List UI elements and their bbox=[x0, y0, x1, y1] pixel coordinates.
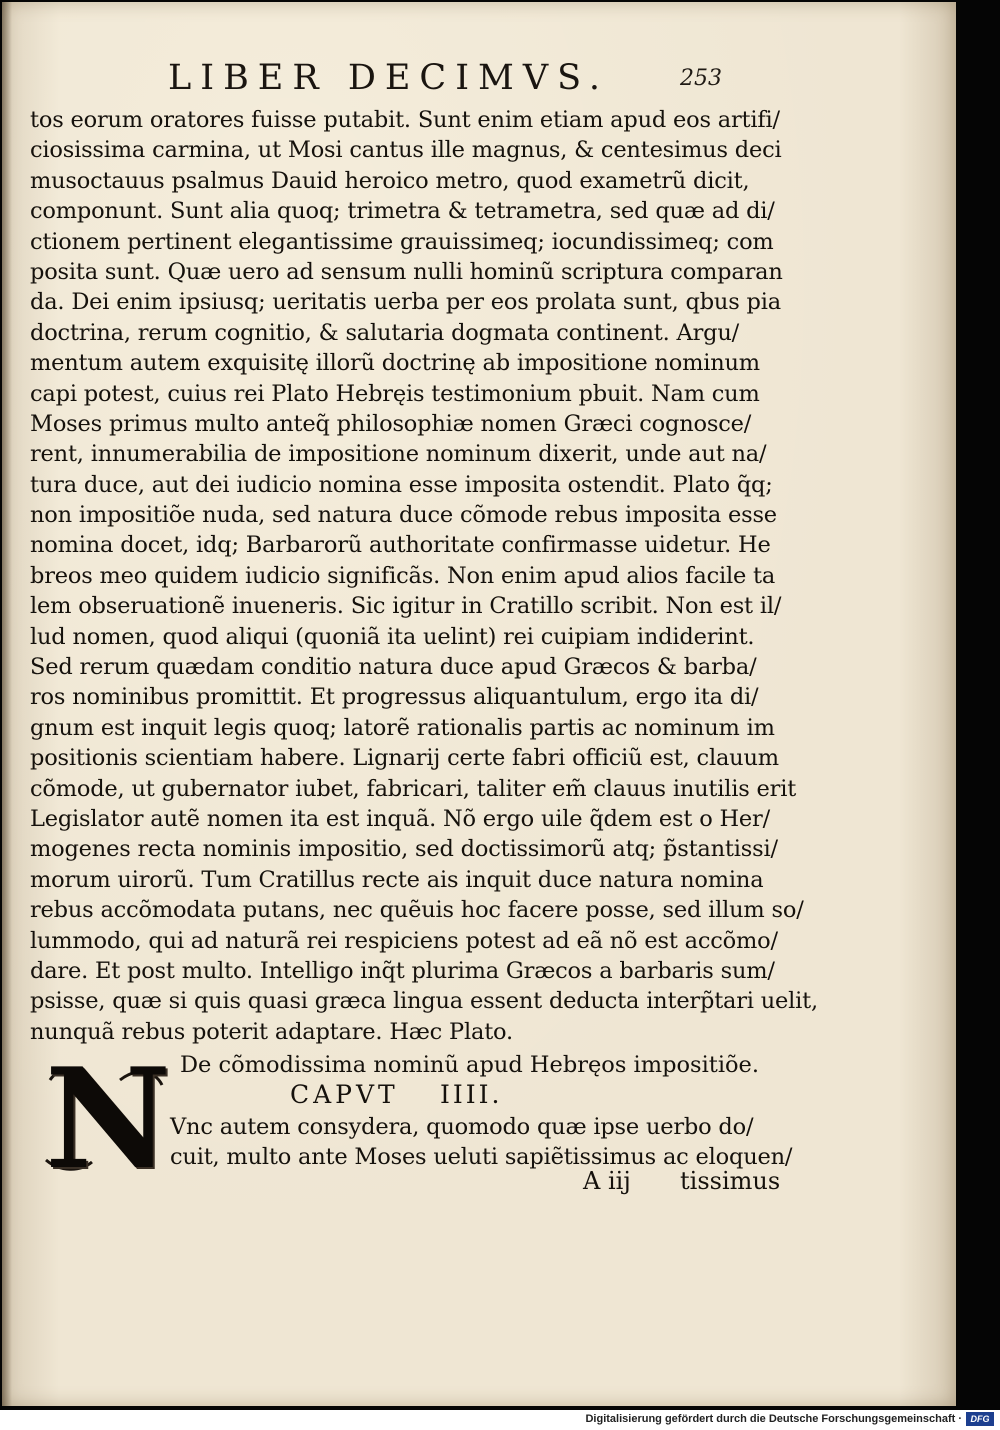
text-line: ciosissima carmina, ut Mosi cantus ille magnus, & centesimus deci bbox=[30, 137, 782, 164]
text-line: mogenes recta nominis impositio, sed doctissimorũ atq; p̃stantissi/ bbox=[30, 836, 778, 863]
text-line: rent, innumerabilia de impositione nominum dixerit, unde aut na/ bbox=[30, 441, 767, 468]
text-line: gnum est inquit legis quoq; latorẽ rationalis partis ac nominum im bbox=[30, 714, 775, 741]
chapter-text bbox=[170, 1112, 793, 1173]
folio-number: 253 bbox=[680, 66, 722, 91]
text-line: Sed rerum quædam conditio natura duce apud Græcos & barba/ bbox=[30, 654, 757, 681]
text-line: doctrina, rerum cognitio, & salutaria dogmata continent. Argu/ bbox=[30, 319, 739, 346]
chapter-title: De cõmodissima nominũ apud Hebręos impositiõe. bbox=[180, 1052, 760, 1078]
chapter-label: CAPVT bbox=[290, 1080, 399, 1109]
text-line: non impositiõe nuda, sed natura duce cõmode rebus imposita esse bbox=[30, 502, 777, 529]
text-line: nunquã rebus poterit adaptare. Hæc Plato. bbox=[30, 1018, 513, 1045]
text-line: breos meo quidem iudicio significãs. Non enim apud alios facile ta bbox=[30, 562, 776, 589]
text-line: posita sunt. Quæ uero ad sensum nulli hominũ scriptura comparan bbox=[30, 258, 783, 285]
text-line: mentum autem exquisitę illorũ doctrinę ab impositione nominum bbox=[30, 350, 760, 377]
signature-mark: A iij bbox=[583, 1167, 631, 1195]
dfg-logo: DFG bbox=[966, 1412, 994, 1426]
text-line: lud nomen, quod aliqui (quoniã ita uelint) rei cuipiam indiderint. bbox=[30, 623, 755, 650]
text-line: ctionem pertinent elegantissime grauissimeq; iocundissimeq; com bbox=[30, 228, 774, 255]
text-line: tos eorum oratores fuisse putabit. Sunt enim etiam apud eos artifi/ bbox=[30, 107, 780, 133]
catchword: tissimus bbox=[680, 1167, 781, 1195]
text-line: morum uirorũ. Tum Cratillus recte ais inquit duce natura nomina bbox=[30, 866, 764, 893]
text-line: nomina docet, idq; Barbarorũ authoritate confirmasse uidetur. He bbox=[30, 532, 771, 559]
main-text-block bbox=[30, 105, 818, 1047]
text-line: tura duce, aut dei iudicio nomina esse imposita ostendit. Plato q̃q; bbox=[30, 471, 773, 498]
text-line: Vnc autem consydera, quomodo quæ ipse uerbo do/ bbox=[170, 1114, 754, 1140]
funding-credit: Digitalisierung gefördert durch die Deutsche Forschungsgemeinschaft · bbox=[585, 1413, 962, 1425]
text-line: Legislator autẽ nomen ita est inquã. Nõ ergo uile q̃dem est o Her/ bbox=[30, 805, 770, 832]
text-line: ros nominibus promittit. Et progressus aliquantulum, ergo ita di/ bbox=[30, 684, 759, 711]
text-line: rebus accõmodata putans, nec quẽuis hoc facere posse, sed illum so/ bbox=[30, 897, 804, 924]
text-line: componunt. Sunt alia quoq; trimetra & tetrametra, sed quæ ad di/ bbox=[30, 198, 775, 225]
running-title: LIBER DECIMVS. bbox=[168, 58, 609, 98]
text-line: cuit, multo ante Moses ueluti sapiẽtissimus ac eloquen/ bbox=[170, 1144, 793, 1171]
chapter-number: IIII. bbox=[440, 1080, 503, 1109]
initial-letter: N bbox=[45, 1037, 172, 1200]
text-line: Moses primus multo anteq̃ philosophiæ nomen Græci cognosce/ bbox=[30, 410, 752, 437]
page-edge-shadow bbox=[2, 2, 12, 1406]
text-line: musoctauus psalmus Dauid heroico metro, quod exametrũ dicit, bbox=[30, 167, 750, 194]
text-line: psisse, quæ si quis quasi græca lingua essent deducta interp̃tari uelit, bbox=[30, 988, 818, 1015]
text-line: da. Dei enim ipsiusq; ueritatis uerba per eos prolata sunt, qbus pia bbox=[30, 289, 781, 316]
text-line: dare. Et post multo. Intelligo inq̃t plurima Græcos a barbaris sum/ bbox=[30, 957, 775, 984]
text-line: lummodo, qui ad naturã rei respiciens potest ad eã nõ est accõmo/ bbox=[30, 927, 778, 954]
text-line: capi potest, cuius rei Plato Hebręis testimonium pbuit. Nam cum bbox=[30, 380, 760, 407]
text-line: cõmode, ut gubernator iubet, fabricari, taliter em̃ clauus inutilis erit bbox=[30, 775, 797, 802]
text-line: positionis scientiam habere. Lignarij certe fabri officiũ est, clauum bbox=[30, 745, 779, 772]
text-line: lem obseruationẽ inueneris. Sic igitur in Cratillo scribit. Non est il/ bbox=[30, 593, 782, 620]
